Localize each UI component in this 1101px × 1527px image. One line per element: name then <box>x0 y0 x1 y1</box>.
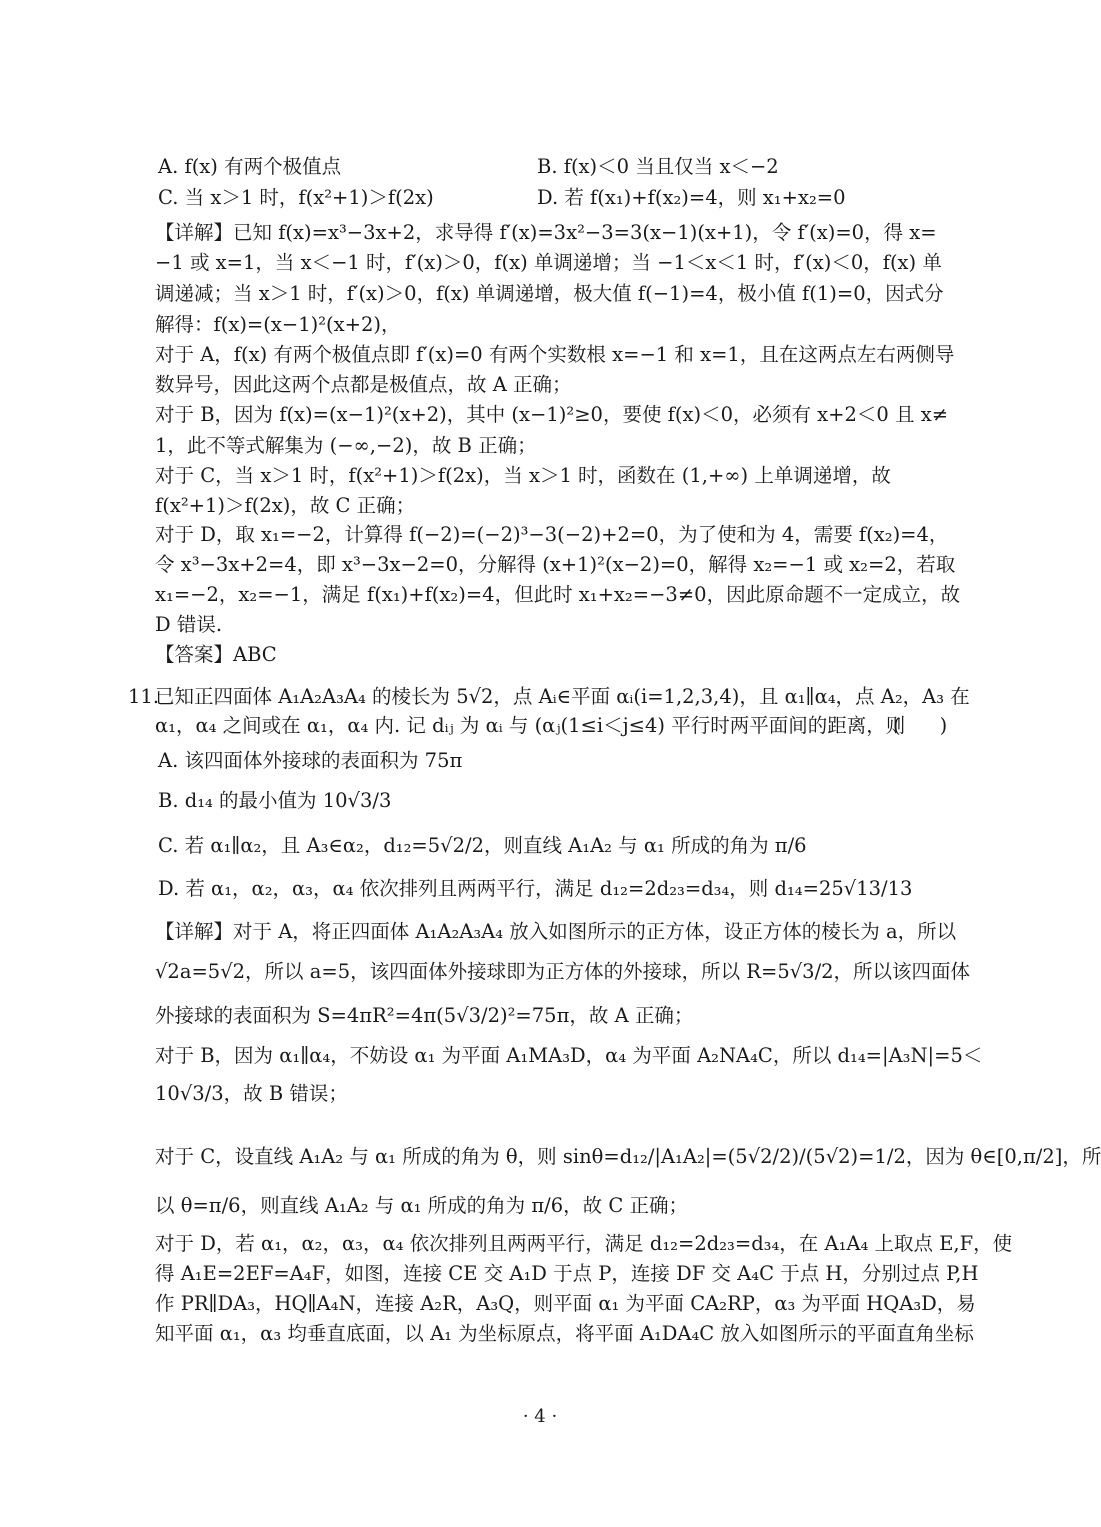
q10-explanation-line: 对于 D，取 x₁=−2，计算得 f(−2)=(−2)³−3(−2)+2=0，为了使和为 4，需要 f(x₂)=4， <box>155 523 949 546</box>
q10-option-a: A. f(x) 有两个极值点 <box>158 155 342 178</box>
q11-number: 11. <box>128 685 160 708</box>
q11-explanation-line: 对于 C，设直线 A₁A₂ 与 α₁ 所成的角为 θ，则 sinθ=d₁₂/|A₁A₂|=(5√2/2)/(5√2)=1/2，因为 θ∈[0,π/2]，所 <box>155 1145 1101 1168</box>
q10-explanation-line: f(x²+1)＞f(2x)，故 C 正确； <box>155 494 416 517</box>
q10-explanation-line: 令 x³−3x+2=4，即 x³−3x−2=0，分解得 (x+1)²(x−2)=0，解得 x₂=−1 或 x₂=2，若取 <box>155 553 956 576</box>
q10-explanation-line: 调递减；当 x＞1 时，f′(x)＞0，f(x) 单调递增，极大值 f(−1)=4，极小值 f(1)=0，因式分 <box>155 282 944 305</box>
q10-explanation-line: 数异号，因此这两个点都是极值点，故 A 正确； <box>155 373 572 396</box>
q11-explanation-line: 10√3/3，故 B 错误； <box>155 1082 348 1105</box>
q11-option-a: A. 该四面体外接球的表面积为 75π <box>158 749 463 772</box>
q10-explanation-line: 对于 A，f(x) 有两个极值点即 f′(x)=0 有两个实数根 x=−1 和 x=1，且在这两点左右两侧导 <box>155 343 955 366</box>
q11-explanation-line: 以 θ=π/6，则直线 A₁A₂ 与 α₁ 所成的角为 π/6，故 C 正确； <box>155 1194 688 1217</box>
q10-explanation-line: x₁=−2，x₂=−1，满足 f(x₁)+f(x₂)=4，但此时 x₁+x₂=−3≠0，因此原命题不一定成立，故 <box>155 583 961 606</box>
q10-option-b: B. f(x)＜0 当且仅当 x＜−2 <box>537 155 779 178</box>
page-number: · 4 · <box>522 1406 558 1427</box>
answer-bracket: ( ) <box>893 714 948 737</box>
q10-explanation-line: 【详解】已知 f(x)=x³−3x+2，求导得 f′(x)=3x²−3=3(x−1)(x+1)，令 f′(x)=0，得 x= <box>155 221 937 244</box>
q11-stem-line: 已知正四面体 A₁A₂A₃A₄ 的棱长为 5√2，点 Aᵢ∈平面 αᵢ(i=1,2,3,4)，且 α₁∥α₄，点 A₂，A₃ 在 <box>155 685 970 708</box>
q11-option-c: C. 若 α₁∥α₂，且 A₃∈α₂，d₁₂=5√2/2，则直线 A₁A₂ 与 α₁ 所成的角为 π/6 <box>158 834 807 857</box>
q10-explanation-line: 解得：f(x)=(x−1)²(x+2)， <box>155 313 401 336</box>
q11-explanation-line: 【详解】对于 A，将正四面体 A₁A₂A₃A₄ 放入如图所示的正方体，设正方体的棱长为 a，所以 <box>155 920 957 943</box>
q11-option-d: D. 若 α₁，α₂，α₃，α₄ 依次排列且两两平行，满足 d₁₂=2d₂₃=d₃₄，则 d₁₄=25√13/13 <box>158 877 913 900</box>
q11-explanation-line: 对于 D，若 α₁，α₂，α₃，α₄ 依次排列且两两平行，满足 d₁₂=2d₂₃=d₃₄，在 A₁A₄ 上取点 E,F，使 <box>155 1232 1013 1255</box>
q11-explanation-line: 作 PR∥DA₃，HQ∥A₄N，连接 A₂R，A₃Q，则平面 α₁ 为平面 CA₂RP，α₃ 为平面 HQA₃D，易 <box>155 1292 976 1315</box>
q10-explanation-line: 对于 B，因为 f(x)=(x−1)²(x+2)，其中 (x−1)²≥0，要使 f(x)＜0，必须有 x+2＜0 且 x≠ <box>155 403 949 426</box>
q10-explanation-line: −1 或 x=1，当 x＜−1 时，f′(x)＞0，f(x) 单调递增；当 −1＜x＜1 时，f′(x)＜0，f(x) 单 <box>155 251 942 274</box>
q11-option-b: B. d₁₄ 的最小值为 10√3/3 <box>158 789 392 812</box>
q10-option-c: C. 当 x＞1 时，f(x²+1)＞f(2x) <box>158 186 434 209</box>
q11-explanation-line: 外接球的表面积为 S=4πR²=4π(5√3/2)²=75π，故 A 正确； <box>155 1004 694 1027</box>
q10-option-d: D. 若 f(x₁)+f(x₂)=4，则 x₁+x₂=0 <box>537 186 846 209</box>
q10-explanation-line: 对于 C，当 x＞1 时，f(x²+1)＞f(2x)，当 x＞1 时，函数在 (1,+∞) 上单调递增，故 <box>155 464 891 487</box>
q10-answer: 【答案】ABC <box>155 643 277 666</box>
q11-explanation-line: √2a=5√2，所以 a=5，该四面体外接球即为正方体的外接球，所以 R=5√3/2，所以该四面体 <box>155 960 971 983</box>
q11-explanation-line: 得 A₁E=2EF=A₄F，如图，连接 CE 交 A₁D 于点 P，连接 DF 交 A₄C 于点 H，分别过点 P,H <box>155 1262 979 1285</box>
q10-explanation-line: D 错误. <box>155 613 223 636</box>
q11-stem-line: α₁，α₄ 之间或在 α₁，α₄ 内. 记 dᵢⱼ 为 αᵢ 与 (αⱼ(1≤i＜j≤4) 平行时两平面间的距离，则 <box>155 714 906 737</box>
q11-explanation-line: 知平面 α₁，α₃ 均垂直底面，以 A₁ 为坐标原点，将平面 A₁DA₄C 放入如图所示的平面直角坐标 <box>155 1322 974 1345</box>
q11-explanation-line: 对于 B，因为 α₁∥α₄，不妨设 α₁ 为平面 A₁MA₃D，α₄ 为平面 A₂NA₄C，所以 d₁₄=|A₃N|=5＜ <box>155 1044 983 1067</box>
q10-explanation-line: 1，此不等式解集为 (−∞,−2)，故 B 正确； <box>155 434 537 457</box>
